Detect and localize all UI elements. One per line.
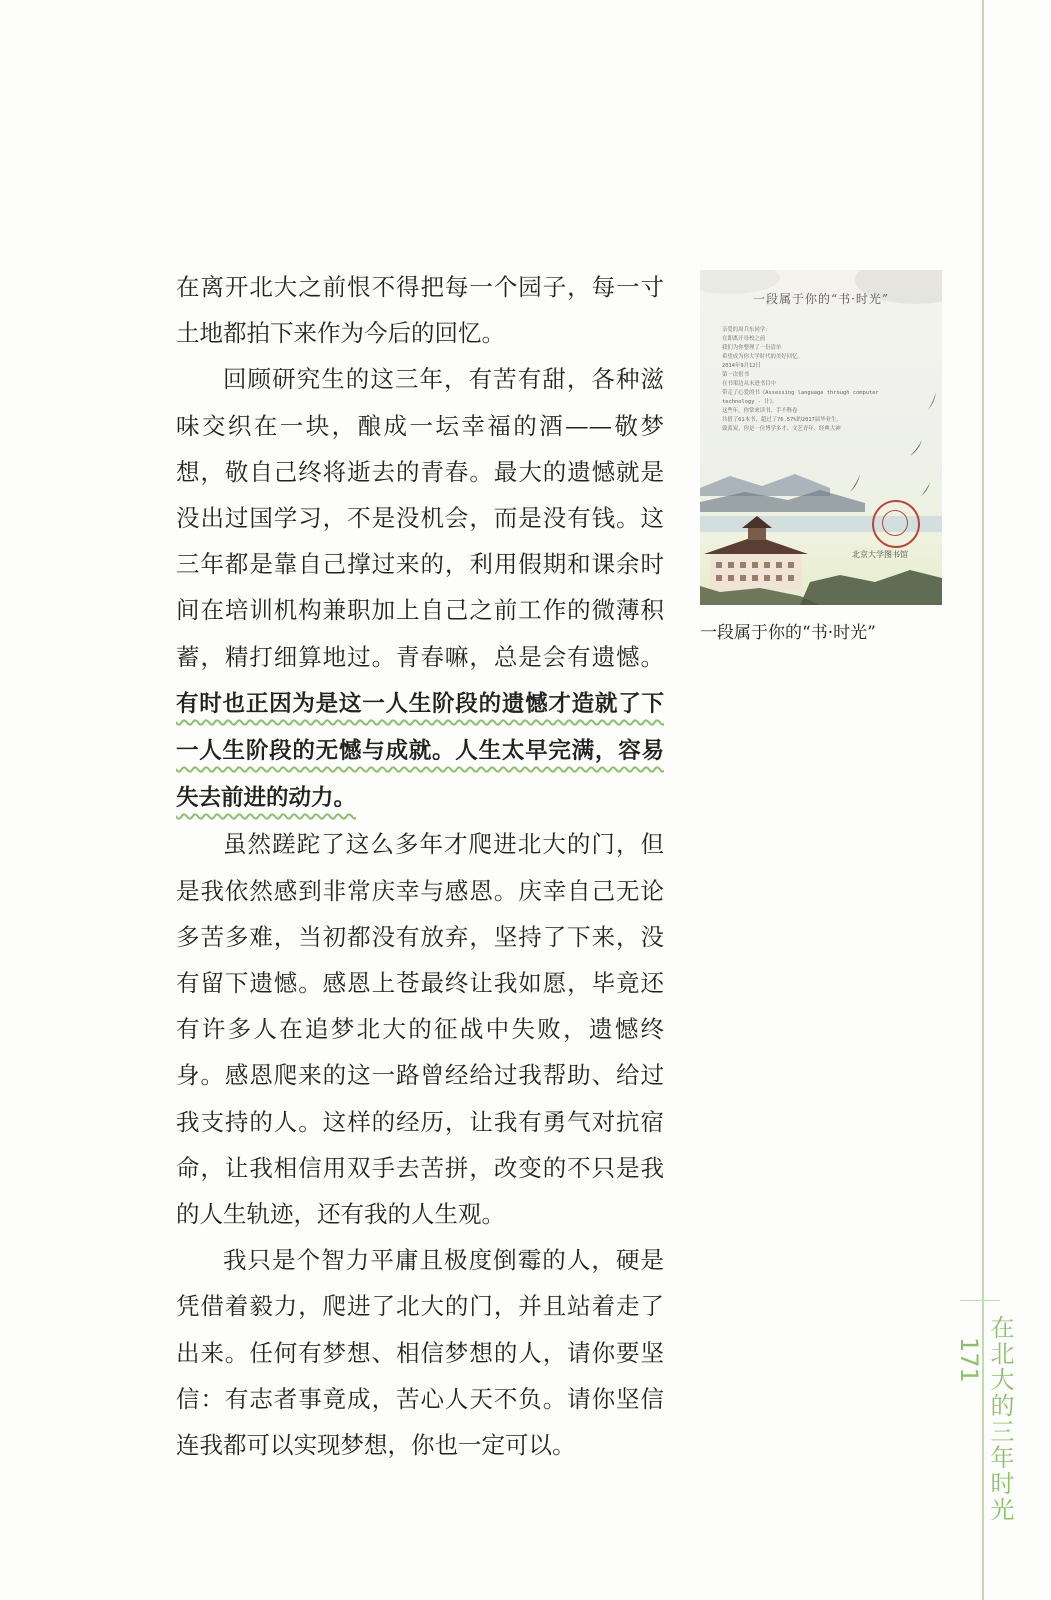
card-line: 我们为你整理了一份清单 [722, 345, 782, 351]
card-line: 致蓝炭，你是一位博学多才、文艺青年、经典大神 [722, 426, 841, 432]
paragraph [176, 356, 664, 821]
body-text [176, 264, 664, 1468]
card-line: 2014年9月12日 [722, 363, 761, 369]
paragraph [176, 1237, 664, 1468]
highlighted-quote: 有时也正因为是这一人生阶段的遗憾才造就了下一人生阶段的无憾与成就。人生太早完满，容易失去前进的动力。 [176, 690, 664, 812]
seal-inner-ring [882, 510, 908, 536]
card-line: 带走了心爱的书《Assessing language through computer [722, 390, 879, 396]
library-seal [872, 500, 920, 548]
card-line: 共借了61本书，超过了76.57%的2017届毕业生。 [722, 417, 842, 423]
card-line: technology - 计》。 [722, 399, 778, 405]
card-line: 希望成为你大学时代的美好回忆。 [722, 354, 803, 360]
figure-caption: 一段属于你的“书·时光” [700, 623, 876, 643]
paragraph-text: 在离开北大之前恨不得把每一个园子，每一寸土地都拍下来作为今后的回忆。 [176, 273, 664, 348]
card-title: 一段属于你的“书·时光” [752, 292, 890, 306]
paragraph-text: 回顾研究生的这三年，有苦有甜，各种滋味交织在一块，酿成一坛幸福的酒——敬梦想，敬自己终将逝去的青春。最大的遗憾就是没出过国学习，不是没机会，而是没有钱。这三年都是靠自己撑过来的，利用假期和课余时间在培训机构兼职加上自己之前工作的微薄积蓄，精打细算地过。青春嘛，总是会有遗憾。 [176, 365, 664, 671]
paragraph [176, 264, 664, 356]
card-line: 在书架边从未进书目中 [722, 381, 776, 387]
card-line: 第一次借书 [722, 372, 749, 378]
library-card-photo [700, 270, 942, 605]
card-line: 这些年，你常来读书，手不释卷 [722, 408, 798, 414]
chapter-tab [955, 1315, 1018, 1600]
card-signature: 北京大学图书馆 [852, 550, 908, 559]
card-line: 在即离开母校之前 [722, 336, 766, 342]
page-number: 171 [955, 1337, 983, 1383]
paragraph-text: 虽然蹉跎了这么多年才爬进北大的门，但是我依然感到非常庆幸与感恩。庆幸自己无论多苦多难，当初都没有放弃，坚持了下来，没有留下遗憾。感恩上苍最终让我如愿，毕竟还有许多人在追梦北大的征战中失败，遗憾终身。感恩爬来的这一路曾经给过我帮助、给过我支持的人。这样的经历，让我有勇气对抗宿命，让我相信用双手去苦拼，改变的不只是我的人生轨迹，还有我的人生观。 [176, 830, 664, 1229]
margin-tick [960, 1300, 1000, 1301]
paragraph-text: 我只是个智力平庸且极度倒霉的人，硬是凭借着毅力，爬进了北大的门，并且站着走了出来。任何有梦想、相信梦想的人，请你要坚信：有志者事竟成，苦心人天不负。请你坚信连我都可以实现梦想，你也一定可以。 [176, 1246, 664, 1460]
paragraph [176, 821, 664, 1237]
card-text [722, 326, 927, 434]
chapter-title: 在北大的三年时光 [986, 1315, 1014, 1523]
card-line: 亲爱的周兵东同学： [722, 327, 771, 333]
